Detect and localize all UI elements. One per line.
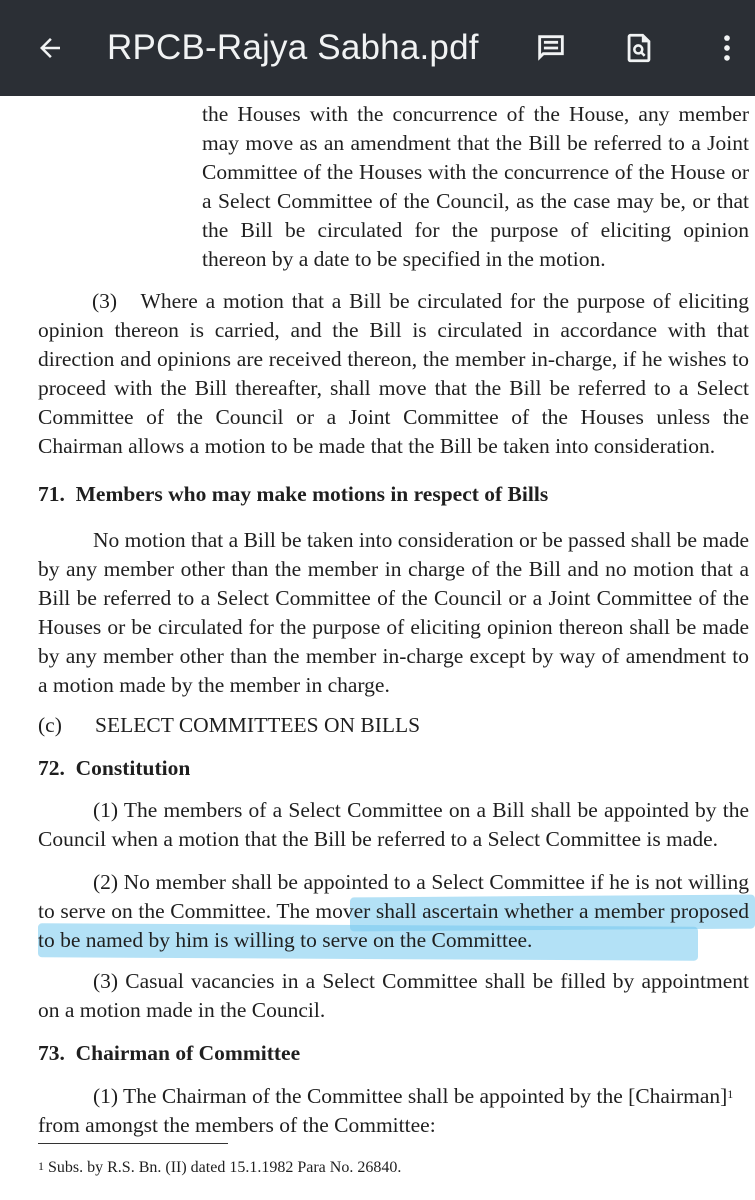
paragraph-73-1-continued: from amongst the members of the Committee: <box>38 1113 436 1137</box>
footnote-divider <box>38 1143 228 1144</box>
footnote-text: Subs. by R.S. Bn. (II) dated 15.1.1982 Para No. 26840. <box>48 1159 402 1176</box>
find-in-page-icon[interactable] <box>617 26 661 70</box>
app-bar <box>0 0 755 96</box>
footnote <box>38 1157 401 1179</box>
heading-section-71: 71. Members who may make motions in respect of Bills <box>38 482 549 506</box>
app-bar-actions <box>529 26 755 70</box>
paragraph-72-2: (2) No member shall be appointed to a Select Committee if he is not willing to serve on the Committee. The mover shall ascertain whether a member proposed to be named by him is willing to serve on the Committee. <box>38 870 749 952</box>
footnote-reference[interactable]: 1 <box>727 1087 734 1101</box>
paragraph-72-1: (1) The members of a Select Committee on a Bill shall be appointed by the Council when a motion that the Bill be referred to a Select Committee is made. <box>38 798 749 851</box>
more-vert-icon[interactable] <box>705 26 749 70</box>
subpart-c-number: (c) <box>38 713 62 737</box>
heading-section-72: 72. Constitution <box>38 756 191 780</box>
paragraph-amendment-continued: the Houses with the concurrence of the House, any member may move as an amendment that the Bill be referred to a Joint Committee of the Houses with the concurrence of the House or a Select Committee of the Council, as the case may be, or that the Bill be circulated for the purpose of eliciting opinion thereon by a date to be specified in the motion. <box>202 102 749 271</box>
document-title: RPCB-Rajya Sabha.pdf <box>107 28 479 67</box>
back-arrow-icon[interactable] <box>33 31 67 65</box>
paragraph-73-1-text: (1) The Chairman of the Committee shall be appointed by the [Chairman] <box>93 1084 728 1108</box>
paragraph-72-3: (3) Casual vacancies in a Select Committee shall be filled by appointment on a motion made in the Council. <box>38 969 749 1022</box>
comment-icon[interactable] <box>529 26 573 70</box>
paragraph-71: No motion that a Bill be taken into consideration or be passed shall be made by any member other than the member in charge of the Bill and no motion that a Bill be referred to a Select Committee of the Council or a Joint Committee of the Houses or be circulated for the purpose of eliciting opinion thereon shall be made by any member other than the member in-charge except by way of amendment to a motion made by the member in charge. <box>38 528 749 697</box>
subpart-c-title: SELECT COMMITTEES ON BILLS <box>95 713 421 737</box>
paragraph-70-3: (3) Where a motion that a Bill be circulated for the purpose of eliciting opinion thereon is carried, and the Bill is circulated in accordance with that direction and opinions are received thereon, the member in-charge, if he wishes to proceed with the Bill thereafter, shall move that the Bill be referred to a Select Committee of the Council or a Joint Committee of the Houses unless the Chairman allows a motion to be made that the Bill be taken into consideration. <box>38 289 749 458</box>
heading-section-73: 73. Chairman of Committee <box>38 1041 301 1065</box>
footnote-mark: 1 <box>38 1159 44 1173</box>
paragraph-73-1 <box>38 1082 749 1140</box>
